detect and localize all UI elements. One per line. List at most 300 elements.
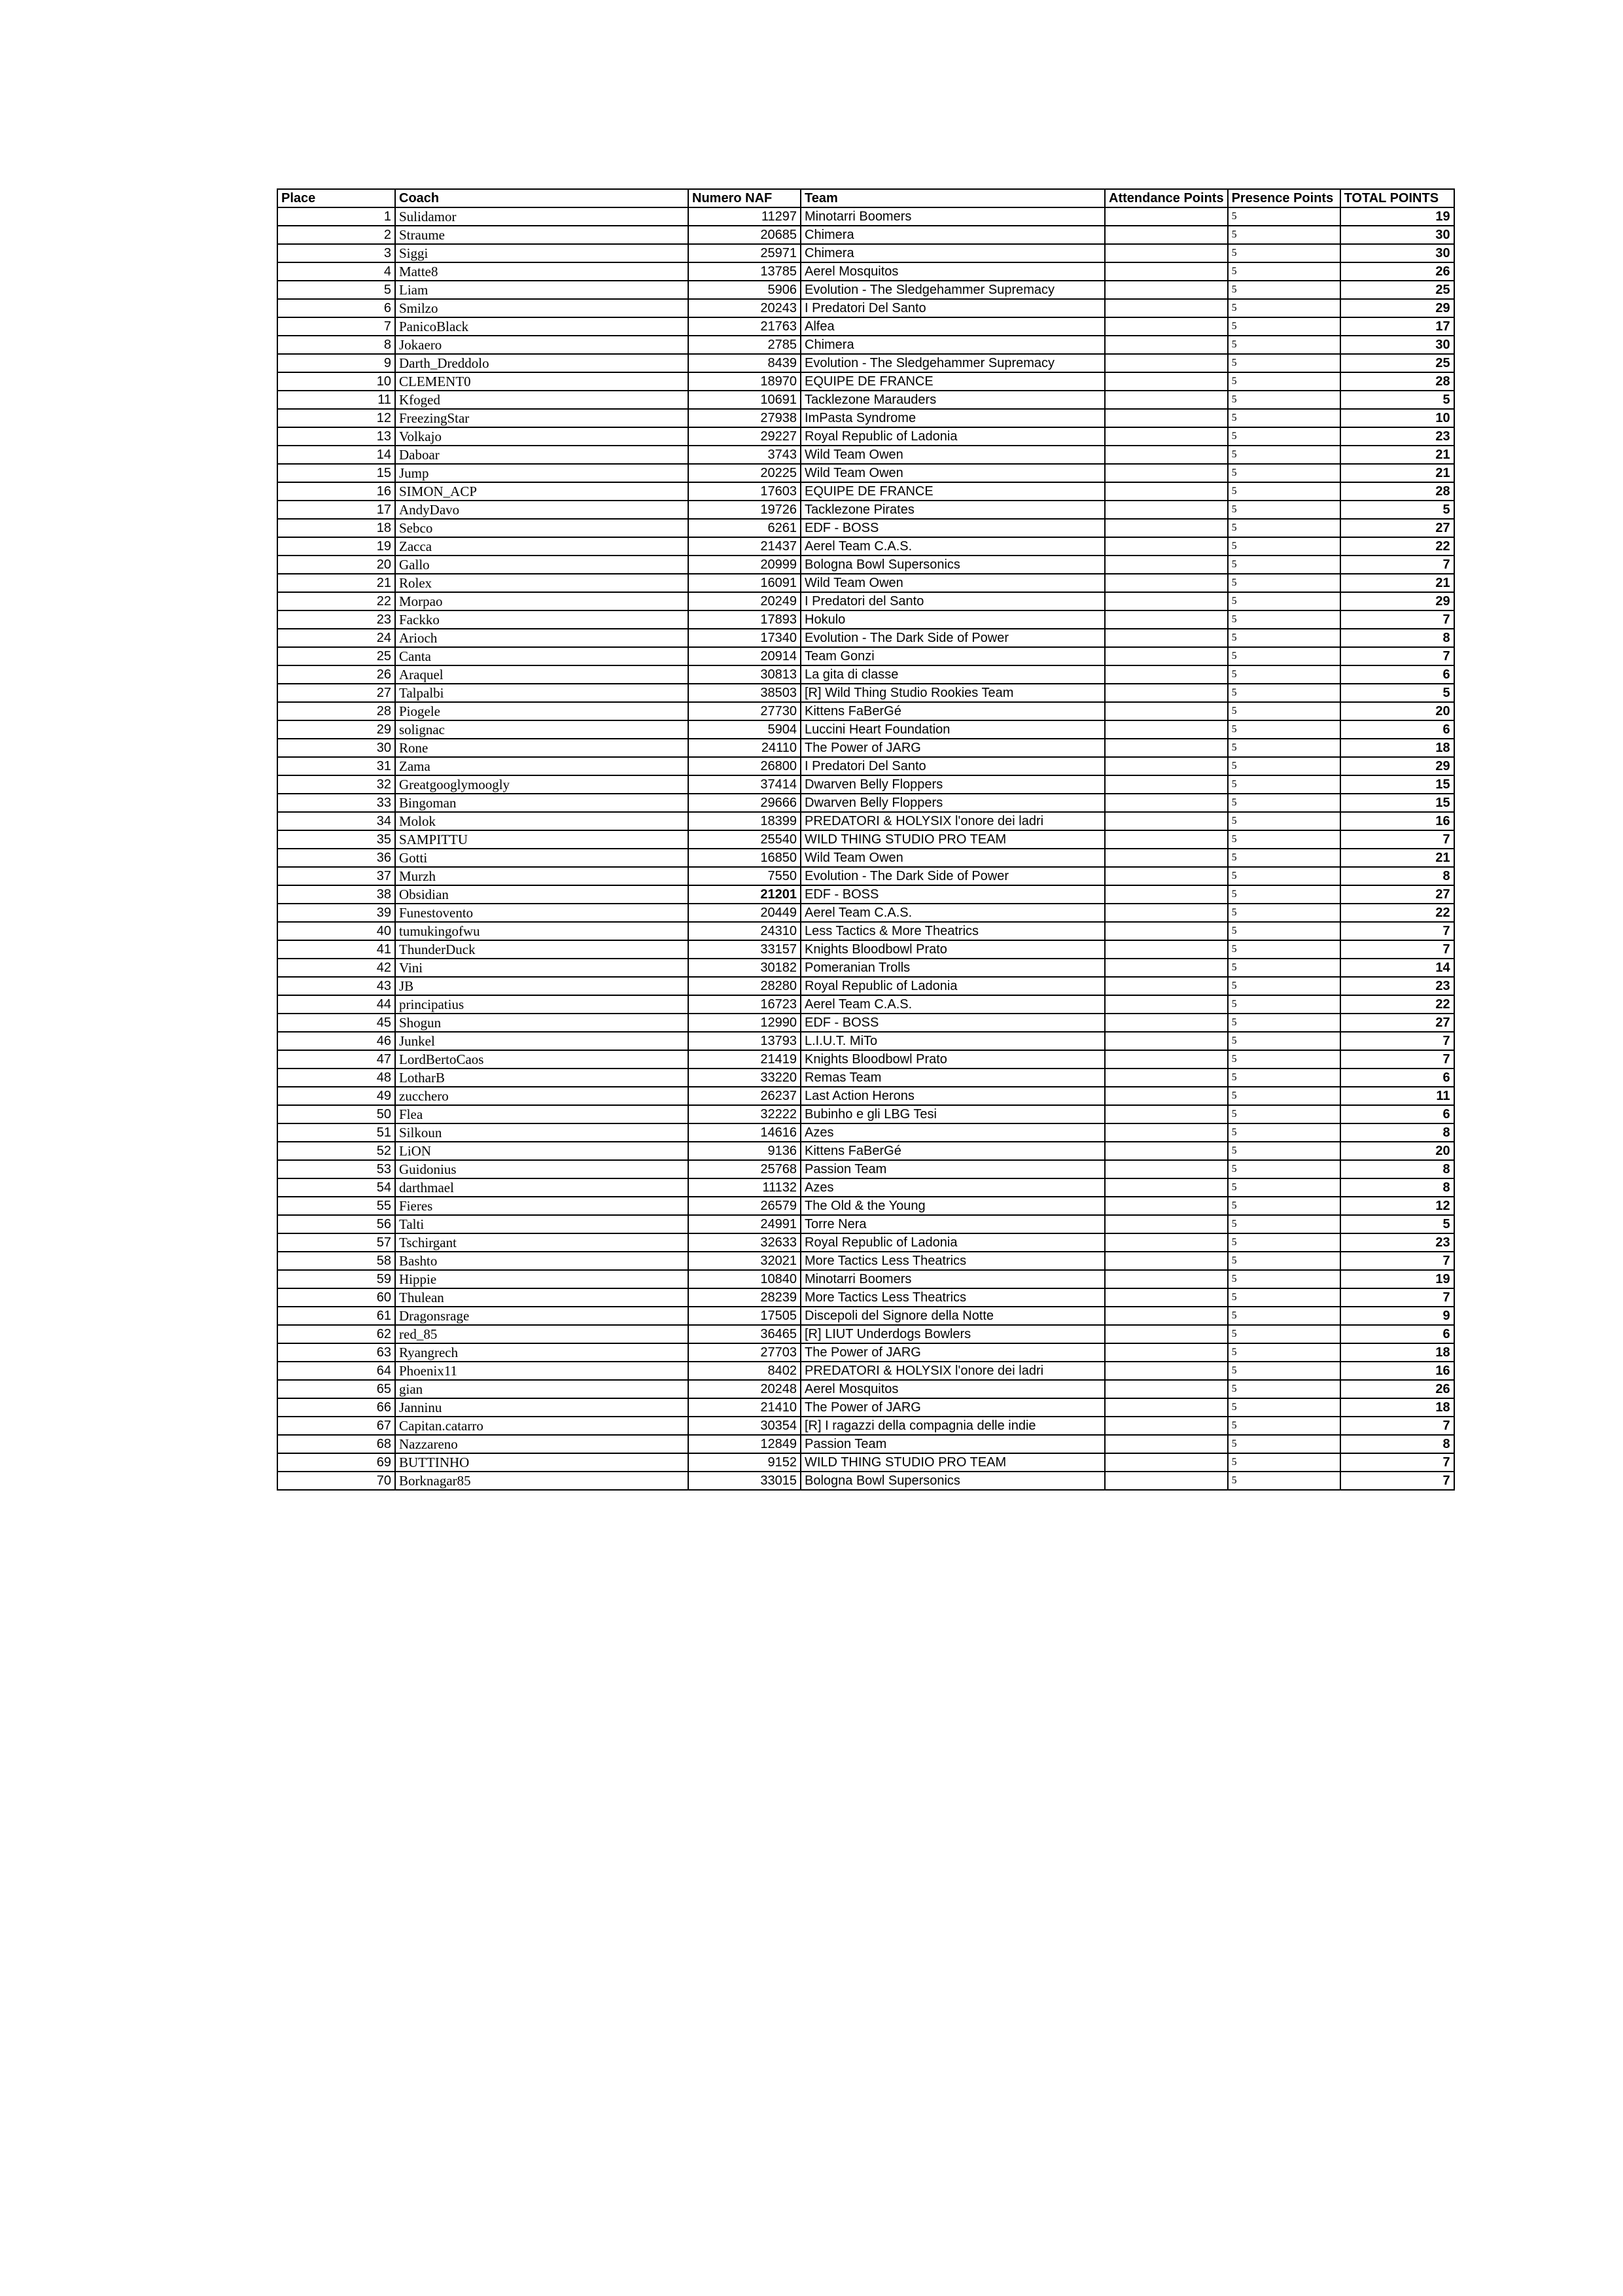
team-cell: Royal Republic of Ladonia — [801, 1233, 1105, 1252]
naf-cell: 32633 — [688, 1233, 801, 1252]
place-cell: 55 — [277, 1197, 395, 1215]
place-cell: 42 — [277, 959, 395, 977]
total-cell: 5 — [1340, 684, 1454, 702]
place-cell: 62 — [277, 1325, 395, 1343]
table-row — [277, 977, 1454, 995]
total-cell: 8 — [1340, 1435, 1454, 1453]
naf-cell: 17340 — [688, 629, 801, 647]
naf-cell: 30813 — [688, 665, 801, 684]
table-row — [277, 226, 1454, 244]
attendance-cell — [1105, 1398, 1228, 1417]
attendance-cell — [1105, 501, 1228, 519]
presence-cell: 5 — [1228, 1307, 1340, 1325]
total-cell: 5 — [1340, 501, 1454, 519]
coach-cell: Kfoged — [395, 391, 688, 409]
place-cell: 39 — [277, 904, 395, 922]
naf-cell: 11297 — [688, 207, 801, 226]
presence-cell: 5 — [1228, 1252, 1340, 1270]
total-cell: 25 — [1340, 281, 1454, 299]
coach-cell: principatius — [395, 995, 688, 1014]
attendance-cell — [1105, 262, 1228, 281]
coach-cell: Volkajo — [395, 427, 688, 446]
place-cell: 48 — [277, 1069, 395, 1087]
table-row — [277, 1014, 1454, 1032]
place-cell: 8 — [277, 336, 395, 354]
coach-cell: Silkoun — [395, 1123, 688, 1142]
place-cell: 3 — [277, 244, 395, 262]
team-cell: Aerel Team C.A.S. — [801, 537, 1105, 556]
team-cell: Less Tactics & More Theatrics — [801, 922, 1105, 940]
coach-cell: Nazzareno — [395, 1435, 688, 1453]
attendance-cell — [1105, 1417, 1228, 1435]
coach-cell: BUTTINHO — [395, 1453, 688, 1472]
team-cell: Hokulo — [801, 610, 1105, 629]
presence-cell: 5 — [1228, 1435, 1340, 1453]
attendance-cell — [1105, 244, 1228, 262]
presence-cell: 5 — [1228, 317, 1340, 336]
total-cell: 7 — [1340, 556, 1454, 574]
coach-cell: Talpalbi — [395, 684, 688, 702]
attendance-cell — [1105, 1472, 1228, 1490]
coach-cell: Arioch — [395, 629, 688, 647]
place-cell: 56 — [277, 1215, 395, 1233]
naf-cell: 20249 — [688, 592, 801, 610]
naf-cell: 21410 — [688, 1398, 801, 1417]
table-row — [277, 537, 1454, 556]
table-row — [277, 702, 1454, 720]
place-cell: 29 — [277, 720, 395, 739]
team-cell: Luccini Heart Foundation — [801, 720, 1105, 739]
coach-cell: Araquel — [395, 665, 688, 684]
coach-cell: Smilzo — [395, 299, 688, 317]
team-cell: EDF - BOSS — [801, 1014, 1105, 1032]
naf-cell: 17603 — [688, 482, 801, 501]
naf-cell: 32222 — [688, 1105, 801, 1123]
coach-cell: Flea — [395, 1105, 688, 1123]
table-row — [277, 610, 1454, 629]
presence-cell: 5 — [1228, 739, 1340, 757]
team-cell: L.I.U.T. MiTo — [801, 1032, 1105, 1050]
presence-cell: 5 — [1228, 592, 1340, 610]
place-cell: 12 — [277, 409, 395, 427]
place-cell: 14 — [277, 446, 395, 464]
naf-cell: 13785 — [688, 262, 801, 281]
presence-cell: 5 — [1228, 207, 1340, 226]
team-cell: Knights Bloodbowl Prato — [801, 940, 1105, 959]
naf-cell: 37414 — [688, 775, 801, 794]
coach-cell: Darth_Dreddolo — [395, 354, 688, 372]
team-cell: Evolution - The Sledgehammer Supremacy — [801, 281, 1105, 299]
coach-cell: Bashto — [395, 1252, 688, 1270]
coach-cell: Fieres — [395, 1197, 688, 1215]
naf-cell: 10691 — [688, 391, 801, 409]
coach-cell: Ryangrech — [395, 1343, 688, 1362]
place-cell: 46 — [277, 1032, 395, 1050]
coach-cell: Sulidamor — [395, 207, 688, 226]
presence-cell: 5 — [1228, 372, 1340, 391]
place-cell: 54 — [277, 1178, 395, 1197]
naf-cell: 20914 — [688, 647, 801, 665]
place-cell: 20 — [277, 556, 395, 574]
presence-cell: 5 — [1228, 1288, 1340, 1307]
naf-cell: 20248 — [688, 1380, 801, 1398]
attendance-cell — [1105, 1050, 1228, 1069]
presence-cell: 5 — [1228, 409, 1340, 427]
team-cell: Wild Team Owen — [801, 464, 1105, 482]
total-cell: 16 — [1340, 812, 1454, 830]
naf-cell: 10840 — [688, 1270, 801, 1288]
place-cell: 11 — [277, 391, 395, 409]
place-cell: 36 — [277, 849, 395, 867]
presence-cell: 5 — [1228, 1380, 1340, 1398]
total-cell: 7 — [1340, 830, 1454, 849]
attendance-cell — [1105, 1453, 1228, 1472]
team-cell: The Old & the Young — [801, 1197, 1105, 1215]
team-cell: Remas Team — [801, 1069, 1105, 1087]
naf-cell: 27938 — [688, 409, 801, 427]
table-row — [277, 665, 1454, 684]
table-row — [277, 1417, 1454, 1435]
coach-cell: SIMON_ACP — [395, 482, 688, 501]
presence-cell: 5 — [1228, 574, 1340, 592]
naf-cell: 6261 — [688, 519, 801, 537]
attendance-cell — [1105, 482, 1228, 501]
presence-cell: 5 — [1228, 922, 1340, 940]
presence-cell: 5 — [1228, 1325, 1340, 1343]
naf-cell: 29227 — [688, 427, 801, 446]
naf-cell: 20449 — [688, 904, 801, 922]
table-row — [277, 1178, 1454, 1197]
attendance-cell — [1105, 757, 1228, 775]
presence-cell: 5 — [1228, 281, 1340, 299]
table-row — [277, 464, 1454, 482]
table-row — [277, 244, 1454, 262]
presence-cell: 5 — [1228, 391, 1340, 409]
coach-cell: Siggi — [395, 244, 688, 262]
attendance-cell — [1105, 556, 1228, 574]
total-cell: 16 — [1340, 1362, 1454, 1380]
table-row — [277, 1362, 1454, 1380]
presence-cell: 5 — [1228, 1014, 1340, 1032]
total-cell: 21 — [1340, 849, 1454, 867]
table-row — [277, 995, 1454, 1014]
attendance-cell — [1105, 1178, 1228, 1197]
naf-cell: 33157 — [688, 940, 801, 959]
presence-cell: 5 — [1228, 977, 1340, 995]
total-cell: 23 — [1340, 427, 1454, 446]
team-cell: Torre Nera — [801, 1215, 1105, 1233]
table-body — [277, 207, 1454, 1490]
presence-cell: 5 — [1228, 647, 1340, 665]
coach-cell: Canta — [395, 647, 688, 665]
team-cell: Team Gonzi — [801, 647, 1105, 665]
coach-cell: Zama — [395, 757, 688, 775]
presence-cell: 5 — [1228, 867, 1340, 885]
total-cell: 29 — [1340, 757, 1454, 775]
naf-cell: 12849 — [688, 1435, 801, 1453]
presence-cell: 5 — [1228, 1270, 1340, 1288]
team-cell: Minotarri Boomers — [801, 1270, 1105, 1288]
place-cell: 16 — [277, 482, 395, 501]
coach-cell: AndyDavo — [395, 501, 688, 519]
team-cell: Chimera — [801, 336, 1105, 354]
presence-cell: 5 — [1228, 354, 1340, 372]
place-cell: 51 — [277, 1123, 395, 1142]
place-cell: 49 — [277, 1087, 395, 1105]
table-row — [277, 1215, 1454, 1233]
presence-cell: 5 — [1228, 684, 1340, 702]
attendance-cell — [1105, 922, 1228, 940]
total-cell: 27 — [1340, 1014, 1454, 1032]
presence-cell: 5 — [1228, 1032, 1340, 1050]
total-cell: 12 — [1340, 1197, 1454, 1215]
total-cell: 6 — [1340, 1325, 1454, 1343]
team-cell: Kittens FaBerGé — [801, 702, 1105, 720]
naf-cell: 29666 — [688, 794, 801, 812]
total-cell: 7 — [1340, 1472, 1454, 1490]
presence-cell: 5 — [1228, 702, 1340, 720]
team-cell: Wild Team Owen — [801, 849, 1105, 867]
team-cell: Last Action Herons — [801, 1087, 1105, 1105]
table-row — [277, 830, 1454, 849]
team-cell: La gita di classe — [801, 665, 1105, 684]
place-cell: 40 — [277, 922, 395, 940]
naf-cell: 17893 — [688, 610, 801, 629]
naf-cell: 20225 — [688, 464, 801, 482]
naf-cell: 20999 — [688, 556, 801, 574]
attendance-cell — [1105, 1142, 1228, 1160]
place-cell: 35 — [277, 830, 395, 849]
attendance-cell — [1105, 1160, 1228, 1178]
table-row — [277, 501, 1454, 519]
naf-cell: 33220 — [688, 1069, 801, 1087]
place-cell: 30 — [277, 739, 395, 757]
place-cell: 69 — [277, 1453, 395, 1472]
team-cell: Bubinho e gli LBG Tesi — [801, 1105, 1105, 1123]
total-cell: 22 — [1340, 904, 1454, 922]
naf-cell: 8439 — [688, 354, 801, 372]
attendance-cell — [1105, 1233, 1228, 1252]
presence-cell: 5 — [1228, 446, 1340, 464]
naf-cell: 25540 — [688, 830, 801, 849]
coach-cell: Jump — [395, 464, 688, 482]
place-cell: 5 — [277, 281, 395, 299]
attendance-cell — [1105, 372, 1228, 391]
naf-cell: 17505 — [688, 1307, 801, 1325]
total-cell: 14 — [1340, 959, 1454, 977]
table-row — [277, 446, 1454, 464]
attendance-cell — [1105, 849, 1228, 867]
attendance-cell — [1105, 995, 1228, 1014]
coach-cell: Tschirgant — [395, 1233, 688, 1252]
attendance-cell — [1105, 427, 1228, 446]
table-row — [277, 1307, 1454, 1325]
total-cell: 5 — [1340, 391, 1454, 409]
total-cell: 29 — [1340, 592, 1454, 610]
place-cell: 18 — [277, 519, 395, 537]
attendance-cell — [1105, 1069, 1228, 1087]
table-row — [277, 904, 1454, 922]
team-cell: Azes — [801, 1123, 1105, 1142]
team-cell: I Predatori Del Santo — [801, 299, 1105, 317]
team-cell: EDF - BOSS — [801, 519, 1105, 537]
team-cell: More Tactics Less Theatrics — [801, 1288, 1105, 1307]
attendance-cell — [1105, 446, 1228, 464]
total-cell: 21 — [1340, 446, 1454, 464]
team-cell: Kittens FaBerGé — [801, 1142, 1105, 1160]
attendance-cell — [1105, 317, 1228, 336]
coach-cell: Talti — [395, 1215, 688, 1233]
total-cell: 15 — [1340, 794, 1454, 812]
presence-cell: 5 — [1228, 427, 1340, 446]
total-cell: 26 — [1340, 262, 1454, 281]
team-cell: Tacklezone Pirates — [801, 501, 1105, 519]
place-cell: 67 — [277, 1417, 395, 1435]
coach-cell: Rolex — [395, 574, 688, 592]
naf-cell: 32021 — [688, 1252, 801, 1270]
team-cell: The Power of JARG — [801, 1343, 1105, 1362]
table-row — [277, 629, 1454, 647]
table-row — [277, 427, 1454, 446]
coach-cell: LiON — [395, 1142, 688, 1160]
place-cell: 65 — [277, 1380, 395, 1398]
table-row — [277, 372, 1454, 391]
table-row — [277, 354, 1454, 372]
coach-cell: Gotti — [395, 849, 688, 867]
presence-cell: 5 — [1228, 1069, 1340, 1087]
attendance-cell — [1105, 1123, 1228, 1142]
total-cell: 7 — [1340, 1252, 1454, 1270]
place-cell: 13 — [277, 427, 395, 446]
attendance-cell — [1105, 354, 1228, 372]
table-row — [277, 757, 1454, 775]
place-cell: 15 — [277, 464, 395, 482]
table-row — [277, 281, 1454, 299]
total-cell: 29 — [1340, 299, 1454, 317]
naf-cell: 18399 — [688, 812, 801, 830]
naf-cell: 16850 — [688, 849, 801, 867]
place-cell: 37 — [277, 867, 395, 885]
presence-cell: 5 — [1228, 1123, 1340, 1142]
coach-cell: Bingoman — [395, 794, 688, 812]
table-row — [277, 391, 1454, 409]
total-cell: 21 — [1340, 574, 1454, 592]
place-cell: 47 — [277, 1050, 395, 1069]
naf-cell: 25971 — [688, 244, 801, 262]
attendance-cell — [1105, 574, 1228, 592]
presence-cell: 5 — [1228, 885, 1340, 904]
naf-cell: 25768 — [688, 1160, 801, 1178]
table-row — [277, 720, 1454, 739]
naf-cell: 21437 — [688, 537, 801, 556]
table-row — [277, 1435, 1454, 1453]
place-cell: 19 — [277, 537, 395, 556]
attendance-cell — [1105, 1032, 1228, 1050]
team-cell: Azes — [801, 1178, 1105, 1197]
coach-cell: Guidonius — [395, 1160, 688, 1178]
total-cell: 22 — [1340, 995, 1454, 1014]
total-cell: 9 — [1340, 1307, 1454, 1325]
presence-cell: 5 — [1228, 501, 1340, 519]
attendance-cell — [1105, 775, 1228, 794]
total-cell: 8 — [1340, 1123, 1454, 1142]
coach-cell: Obsidian — [395, 885, 688, 904]
attendance-cell — [1105, 867, 1228, 885]
place-cell: 27 — [277, 684, 395, 702]
coach-cell: Fackko — [395, 610, 688, 629]
table-row — [277, 1343, 1454, 1362]
attendance-cell — [1105, 464, 1228, 482]
coach-cell: PanicoBlack — [395, 317, 688, 336]
team-cell: [R] LIUT Underdogs Bowlers — [801, 1325, 1105, 1343]
team-cell: Chimera — [801, 226, 1105, 244]
total-cell: 30 — [1340, 244, 1454, 262]
presence-cell: 5 — [1228, 1087, 1340, 1105]
naf-cell: 28239 — [688, 1288, 801, 1307]
naf-cell: 36465 — [688, 1325, 801, 1343]
naf-cell: 20685 — [688, 226, 801, 244]
team-cell: WILD THING STUDIO PRO TEAM — [801, 1453, 1105, 1472]
total-cell: 20 — [1340, 1142, 1454, 1160]
table-row — [277, 1288, 1454, 1307]
attendance-cell — [1105, 336, 1228, 354]
team-cell: Wild Team Owen — [801, 446, 1105, 464]
table-row — [277, 519, 1454, 537]
place-cell: 43 — [277, 977, 395, 995]
naf-cell: 9152 — [688, 1453, 801, 1472]
team-cell: More Tactics Less Theatrics — [801, 1252, 1105, 1270]
place-cell: 22 — [277, 592, 395, 610]
total-cell: 6 — [1340, 1105, 1454, 1123]
total-cell: 7 — [1340, 922, 1454, 940]
team-cell: I Predatori del Santo — [801, 592, 1105, 610]
table-row — [277, 1032, 1454, 1050]
table-row — [277, 482, 1454, 501]
presence-cell: 5 — [1228, 629, 1340, 647]
naf-cell: 20243 — [688, 299, 801, 317]
total-cell: 23 — [1340, 977, 1454, 995]
coach-cell: Gallo — [395, 556, 688, 574]
team-cell: Minotarri Boomers — [801, 207, 1105, 226]
attendance-cell — [1105, 794, 1228, 812]
team-cell: Bologna Bowl Supersonics — [801, 1472, 1105, 1490]
total-cell: 8 — [1340, 629, 1454, 647]
place-cell: 53 — [277, 1160, 395, 1178]
naf-cell: 21201 — [688, 885, 801, 904]
table-row — [277, 262, 1454, 281]
team-cell: Royal Republic of Ladonia — [801, 427, 1105, 446]
coach-cell: zucchero — [395, 1087, 688, 1105]
coach-cell: Straume — [395, 226, 688, 244]
coach-cell: FreezingStar — [395, 409, 688, 427]
team-cell: Evolution - The Dark Side of Power — [801, 629, 1105, 647]
total-cell: 22 — [1340, 537, 1454, 556]
naf-cell: 14616 — [688, 1123, 801, 1142]
total-cell: 19 — [1340, 207, 1454, 226]
naf-cell: 27730 — [688, 702, 801, 720]
coach-cell: Shogun — [395, 1014, 688, 1032]
place-cell: 33 — [277, 794, 395, 812]
attendance-cell — [1105, 1435, 1228, 1453]
total-cell: 25 — [1340, 354, 1454, 372]
presence-cell: 5 — [1228, 244, 1340, 262]
place-cell: 24 — [277, 629, 395, 647]
presence-cell: 5 — [1228, 720, 1340, 739]
presence-cell: 5 — [1228, 1050, 1340, 1069]
naf-cell: 27703 — [688, 1343, 801, 1362]
place-cell: 17 — [277, 501, 395, 519]
coach-cell: Morpao — [395, 592, 688, 610]
